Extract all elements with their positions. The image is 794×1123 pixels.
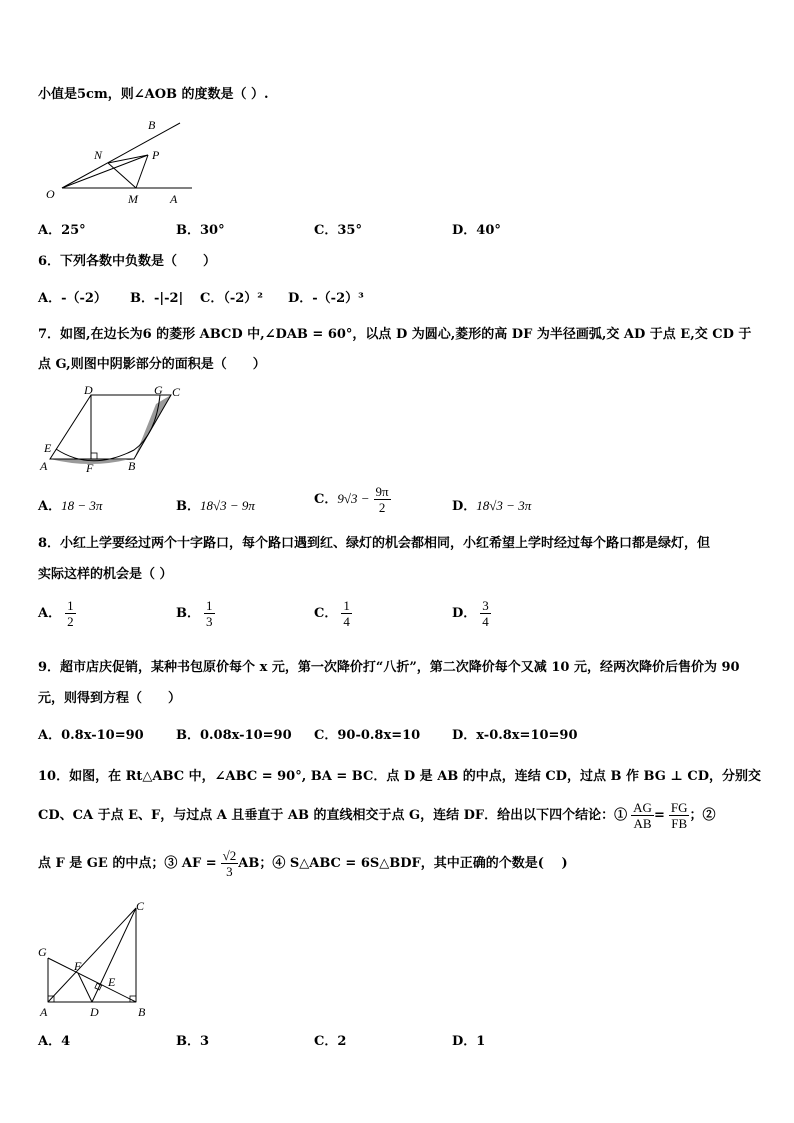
q5-option-c: C．35° [314, 223, 362, 238]
q8-option-c: C． $\frac{1}{4}$ [314, 598, 350, 629]
q5-option-b: B．30° [176, 223, 225, 238]
label-G: G [154, 383, 163, 397]
q10-stem-line3: 点 F 是 GE 的中点；③ AF = $\frac{√2}{3}$ AB；④ S△ABC = 6S△BDF，其中正确的个数是( ) [38, 848, 568, 879]
q9-option-c: C．90-0.8x=10 [314, 728, 421, 743]
q8-stem-line1: 8．小红上学要经过两个十字路口，每个路口遇到红、绿灯的机会都相同，小红希望上学时经过每个路口都是绿灯，但 [38, 536, 711, 551]
q10-option-d: D．1 [452, 1034, 486, 1049]
q10-fraction-sqrt2-3: $\frac{√2}{3}$ [222, 848, 237, 879]
label-D: D [84, 383, 93, 397]
q7-option-b: B．18√3 − 9π [176, 498, 255, 514]
q9-option-b: B．0.08x-10=90 [176, 728, 292, 743]
q10-option-b: B．3 [176, 1034, 210, 1049]
q9-stem-line2: 元，则得到方程（ ） [38, 691, 182, 706]
q10-figure [34, 898, 164, 1020]
label-A: A [40, 459, 48, 473]
label-P: P [152, 148, 160, 162]
q5-stem: 小值是5cm，则∠AOB 的度数是（ ）. [38, 87, 269, 102]
q9-option-d: D．x-0.8x=10=90 [452, 728, 578, 743]
q10-stem-line2: CD、CA 于点 E、F，与过点 A 且垂直于 AB 的直线相交于点 G，连结 DF．给出以下四个结论：① $\frac{AG}{AB}$ = $\frac{FG}{FB}$ ；② [38, 800, 716, 831]
q6-option-b: B．-|-2| [130, 291, 184, 306]
label-D: D [90, 1005, 99, 1019]
q7-option-c-fraction: $\frac{9\pi}{2}$ [375, 484, 389, 515]
q9-stem-line1: 9．超市店庆促销，某种书包原价每个 x 元，第一次降价打“八折”，第二次降价每个又减 10 元，经两次降价后售价为 90 [38, 660, 740, 675]
label-F: F [74, 959, 82, 973]
q8-option-a: A． $\frac{1}{2}$ [38, 598, 74, 629]
label-B: B [148, 118, 156, 132]
q7-option-d: D．18√3 − 3π [452, 498, 532, 514]
q10-option-a: A．4 [38, 1034, 71, 1049]
q6-stem: 6．下列各数中负数是（ ） [38, 254, 217, 269]
q10-option-c: C．2 [314, 1034, 347, 1049]
q8-option-d: D． $\frac{3}{4}$ [452, 598, 489, 629]
label-G: G [38, 945, 47, 959]
q7-stem-line1: 7．如图,在边长为6 的菱形 ABCD 中,∠DAB = 60°，以点 D 为圆心,菱形的高 DF 为半径画弧,交 AD 于点 E,交 CD 于 [38, 327, 752, 342]
q7-option-a: A．18 − 3π [38, 498, 103, 514]
label-A: A [170, 192, 178, 206]
q8-stem-line2: 实际这样的机会是（ ） [38, 567, 173, 582]
q5-option-d: D．40° [452, 223, 501, 238]
q7-stem-line2: 点 G,则图中阴影部分的面积是（ ） [38, 357, 266, 372]
q10-fraction-fg-fb: $\frac{FG}{FB}$ [670, 800, 688, 831]
label-C: C [172, 385, 181, 399]
label-B: B [138, 1005, 146, 1019]
q9-option-a: A．0.8x-10=90 [38, 728, 144, 743]
label-M: M [128, 192, 138, 206]
q5-figure [40, 115, 200, 210]
q10-fraction-ag-ab: $\frac{AG}{AB}$ [633, 800, 652, 831]
label-B: B [128, 459, 136, 473]
label-F: F [86, 461, 94, 475]
q7-figure [36, 382, 186, 477]
q8-option-b: B． $\frac{1}{3}$ [176, 598, 213, 629]
q6-option-d: D．-（-2）³ [288, 291, 364, 306]
label-C: C [136, 899, 145, 913]
label-A: A [40, 1005, 48, 1019]
label-E: E [44, 441, 52, 455]
label-N: N [94, 148, 103, 162]
q10-stem-line1: 10．如图，在 Rt△ABC 中，∠ABC = 90°, BA = BC．点 D 是 AB 的中点，连结 CD，过点 B 作 BG ⊥ CD，分别交 [38, 769, 761, 784]
q5-option-a: A．25° [38, 223, 86, 238]
label-O: O [46, 187, 55, 201]
q7-option-c: C．9√3 − $\frac{9\pi}{2}$ [314, 484, 389, 515]
q6-option-a: A．-（-2） [38, 291, 107, 306]
label-E: E [108, 975, 116, 989]
q6-option-c: C．（-2）² [200, 291, 263, 306]
